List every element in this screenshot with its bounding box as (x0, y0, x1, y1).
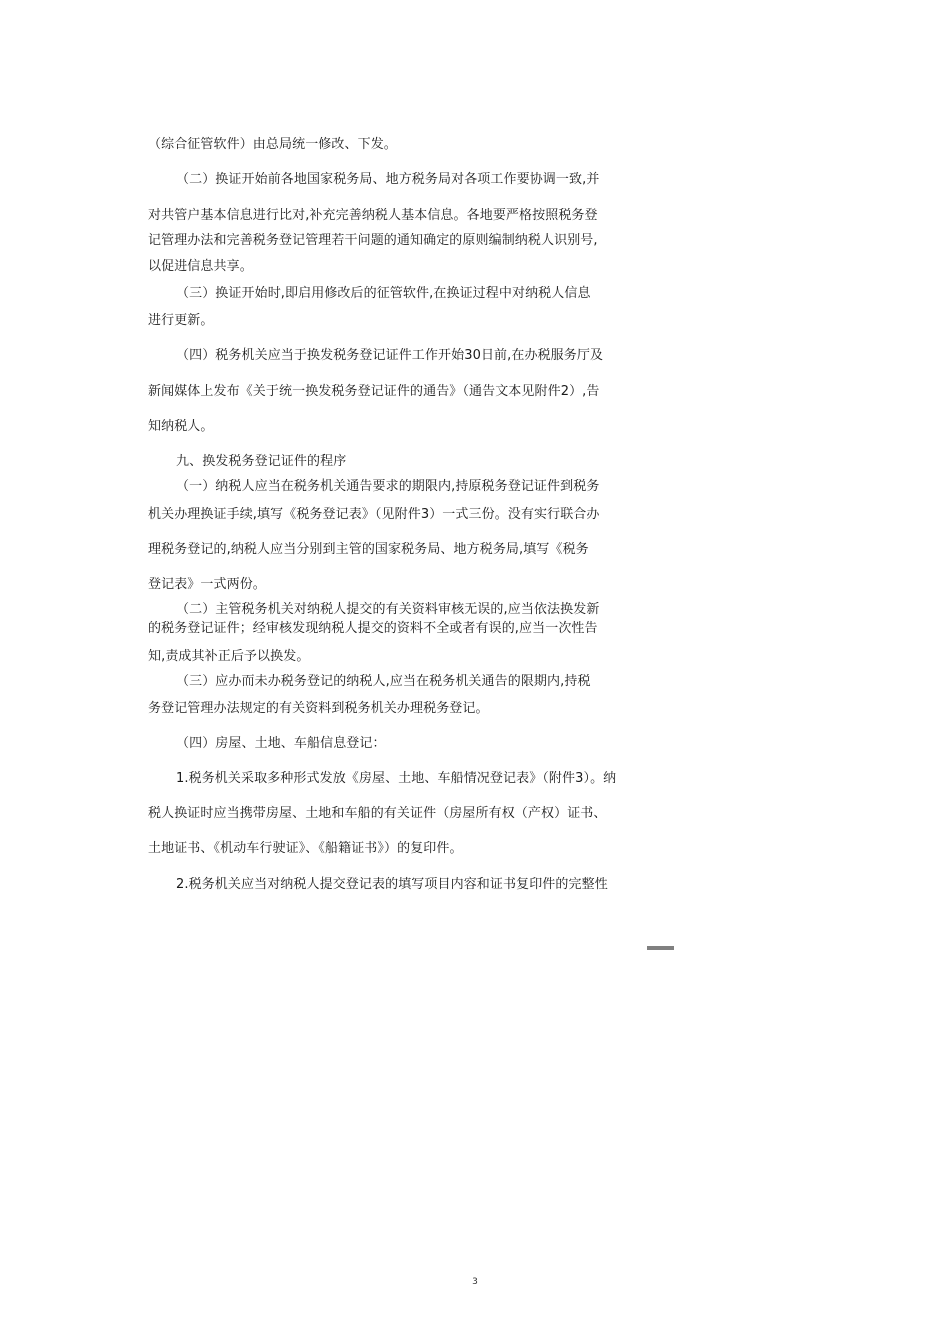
body-text-line: （三）换证开始时,即启用修改后的征管软件,在换证过程中对纳税人信息 (176, 286, 591, 301)
body-text-line: 知,责成其补正后予以换发。 (148, 649, 310, 664)
body-text-line: 以促进信息共享。 (148, 259, 253, 274)
body-text-line: 理税务登记的,纳税人应当分别到主管的国家税务局、地方税务局,填写《税务 (148, 542, 589, 557)
body-text-line: 知纳税人。 (148, 419, 214, 434)
body-text-line: （综合征管软件）由总局统一修改、下发。 (148, 137, 397, 152)
body-text-line: 2.税务机关应当对纳税人提交登记表的填写项目内容和证书复印件的完整性 (176, 877, 608, 892)
body-text-line: 的税务登记证件；经审核发现纳税人提交的资料不全或者有误的,应当一次性告 (148, 621, 598, 636)
body-text-line: 对共管户基本信息进行比对,补充完善纳税人基本信息。各地要严格按照税务登 (148, 208, 598, 223)
body-text-line: （四）税务机关应当于换发税务登记证件工作开始30日前,在办税服务厅及 (176, 348, 604, 363)
body-text-line: 记管理办法和完善税务登记管理若干问题的通知确定的原则编制纳税人识别号, (148, 233, 598, 248)
body-text-line: 务登记管理办法规定的有关资料到税务机关办理税务登记。 (148, 701, 489, 716)
body-text-line: （二）主管税务机关对纳税人提交的有关资料审核无误的,应当依法换发新 (176, 602, 600, 617)
body-text-line: （一）纳税人应当在税务机关通告要求的期限内,持原税务登记证件到税务 (176, 479, 600, 494)
body-text-line: （四）房屋、土地、车船信息登记： (176, 736, 386, 751)
page-number: 3 (472, 1277, 478, 1287)
body-text-line: （二）换证开始前各地国家税务局、地方税务局对各项工作要协调一致,并 (176, 172, 600, 187)
body-text-line: 登记表》一式两份。 (148, 577, 266, 592)
body-text-line: 税人换证时应当携带房屋、土地和车船的有关证件（房屋所有权（产权）证书、 (148, 806, 607, 821)
body-text-line: 土地证书、《机动车行驶证》、《船籍证书》）的复印件。 (148, 841, 463, 856)
section-heading: 九、换发税务登记证件的程序 (176, 454, 347, 469)
body-text-line: 机关办理换证手续,填写《税务登记表》（见附件3）一式三份。没有实行联合办 (148, 507, 600, 522)
body-text-line: 新闻媒体上发布《关于统一换发税务登记证件的通告》（通告文本见附件2）,告 (148, 384, 600, 399)
body-text-line: 进行更新。 (148, 313, 214, 328)
page-break-marker (647, 946, 674, 950)
body-text-line: （三）应办而未办税务登记的纳税人,应当在税务机关通告的限期内,持税 (176, 674, 591, 689)
body-text-line: 1.税务机关采取多种形式发放《房屋、土地、车船情况登记表》（附件3）。纳 (176, 771, 617, 786)
